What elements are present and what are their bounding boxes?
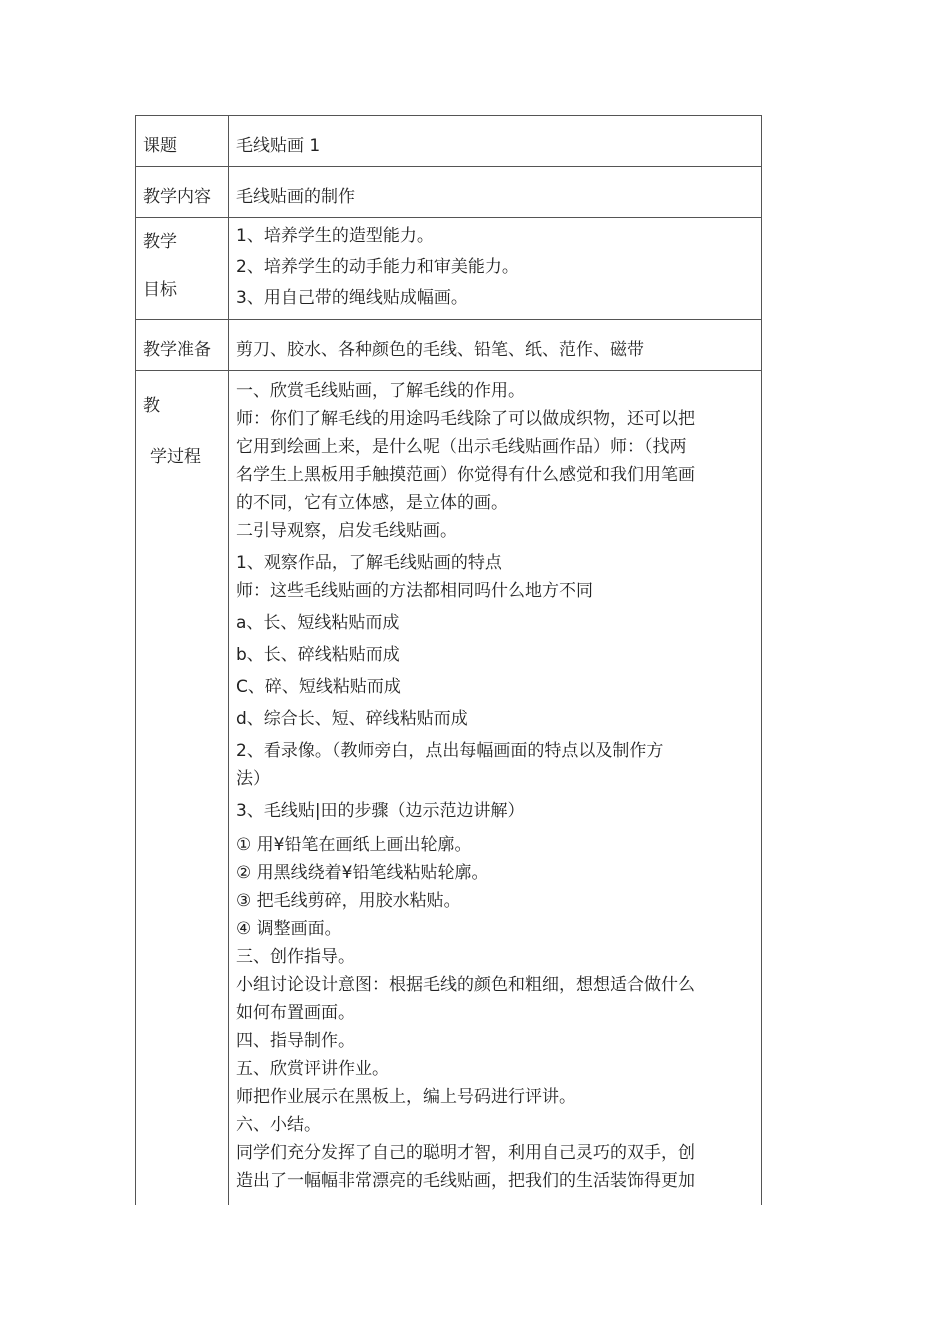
process-line: 五、欣赏评讲作业。: [236, 1059, 389, 1079]
process-line: 如何布置画面。: [236, 1003, 355, 1023]
process-line: 四、指导制作。: [236, 1031, 355, 1051]
content-value: 毛线贴画的制作: [229, 167, 762, 217]
prep-label: 教学准备: [135, 320, 229, 370]
process-line: 小组讨论设计意图：根据毛线的颜色和粗细，想想适合做什么: [236, 975, 695, 995]
goal-item: 1、培养学生的造型能力。: [236, 226, 434, 246]
prep-row: [135, 320, 762, 371]
process-line: d、综合长、短、碎线粘贴而成: [236, 709, 468, 729]
process-line: 法）: [236, 769, 270, 789]
goals-label: [135, 218, 229, 319]
goals-label-line1: 教学: [143, 232, 177, 252]
process-row: [135, 371, 762, 1205]
process-line: 的不同，它有立体感，是立体的画。: [236, 493, 508, 513]
lesson-plan-table: [135, 115, 762, 1205]
process-line: 它用到绘画上来，是什么呢（出示毛线贴画作品）师：（找两: [236, 437, 687, 457]
process-line: C、碎、短线粘贴而成: [236, 677, 401, 697]
process-line: 一、欣赏毛线贴画，了解毛线的作用。: [236, 381, 525, 401]
topic-value: 毛线贴画 1: [229, 116, 762, 166]
process-line: 师：这些毛线贴画的方法都相同吗什么地方不同: [236, 581, 593, 601]
process-label-line2: 学过程: [150, 447, 201, 467]
goals-row: [135, 218, 762, 320]
topic-row: [135, 116, 762, 167]
process-line: 师：你们了解毛线的用途吗毛线除了可以做成织物，还可以把: [236, 409, 695, 429]
goal-item: 3、用自己带的绳线贴成幅画。: [236, 288, 468, 308]
process-line: a、长、短线粘贴而成: [236, 613, 400, 633]
content-label: 教学内容: [135, 167, 229, 217]
process-line: 六、小结。: [236, 1115, 321, 1135]
goal-item: 2、培养学生的动手能力和审美能力。: [236, 257, 519, 277]
process-line: ② 用黑线绕着¥铅笔线粘贴轮廓。: [236, 863, 489, 883]
process-line: b、长、碎线粘贴而成: [236, 645, 400, 665]
process-line: 1、观察作品，了解毛线贴画的特点: [236, 553, 502, 573]
process-line: 师把作业展示在黑板上，编上号码进行评讲。: [236, 1087, 576, 1107]
process-line: ④ 调整画面。: [236, 919, 342, 939]
process-line: 名学生上黑板用手触摸范画）你觉得有什么感觉和我们用笔画: [236, 465, 695, 485]
process-line: 二引导观察，启发毛线贴画。: [236, 521, 457, 541]
process-line: 同学们充分发挥了自己的聪明才智，利用自己灵巧的双手，创: [236, 1143, 695, 1163]
process-line: 造出了一幅幅非常漂亮的毛线贴画，把我们的生活装饰得更加: [236, 1171, 695, 1191]
process-label: [135, 371, 229, 1205]
topic-label: 课题: [135, 116, 229, 166]
goals-list: [229, 218, 762, 319]
process-line: ① 用¥铅笔在画纸上画出轮廓。: [236, 835, 472, 855]
process-line: 2、看录像。（教师旁白，点出每幅画面的特点以及制作方: [236, 741, 664, 761]
process-line: 三、创作指导。: [236, 947, 355, 967]
process-text: [229, 371, 762, 1205]
process-label-line1: 教: [143, 396, 160, 416]
content-row: [135, 167, 762, 218]
prep-value: 剪刀、胶水、各种颜色的毛线、铅笔、纸、范作、磁带: [229, 320, 762, 370]
process-line: ③ 把毛线剪碎，用胶水粘贴。: [236, 891, 461, 911]
process-line: 3、毛线贴|田的步骤（边示范边讲解）: [236, 801, 525, 821]
goals-label-line2: 目标: [143, 280, 177, 300]
